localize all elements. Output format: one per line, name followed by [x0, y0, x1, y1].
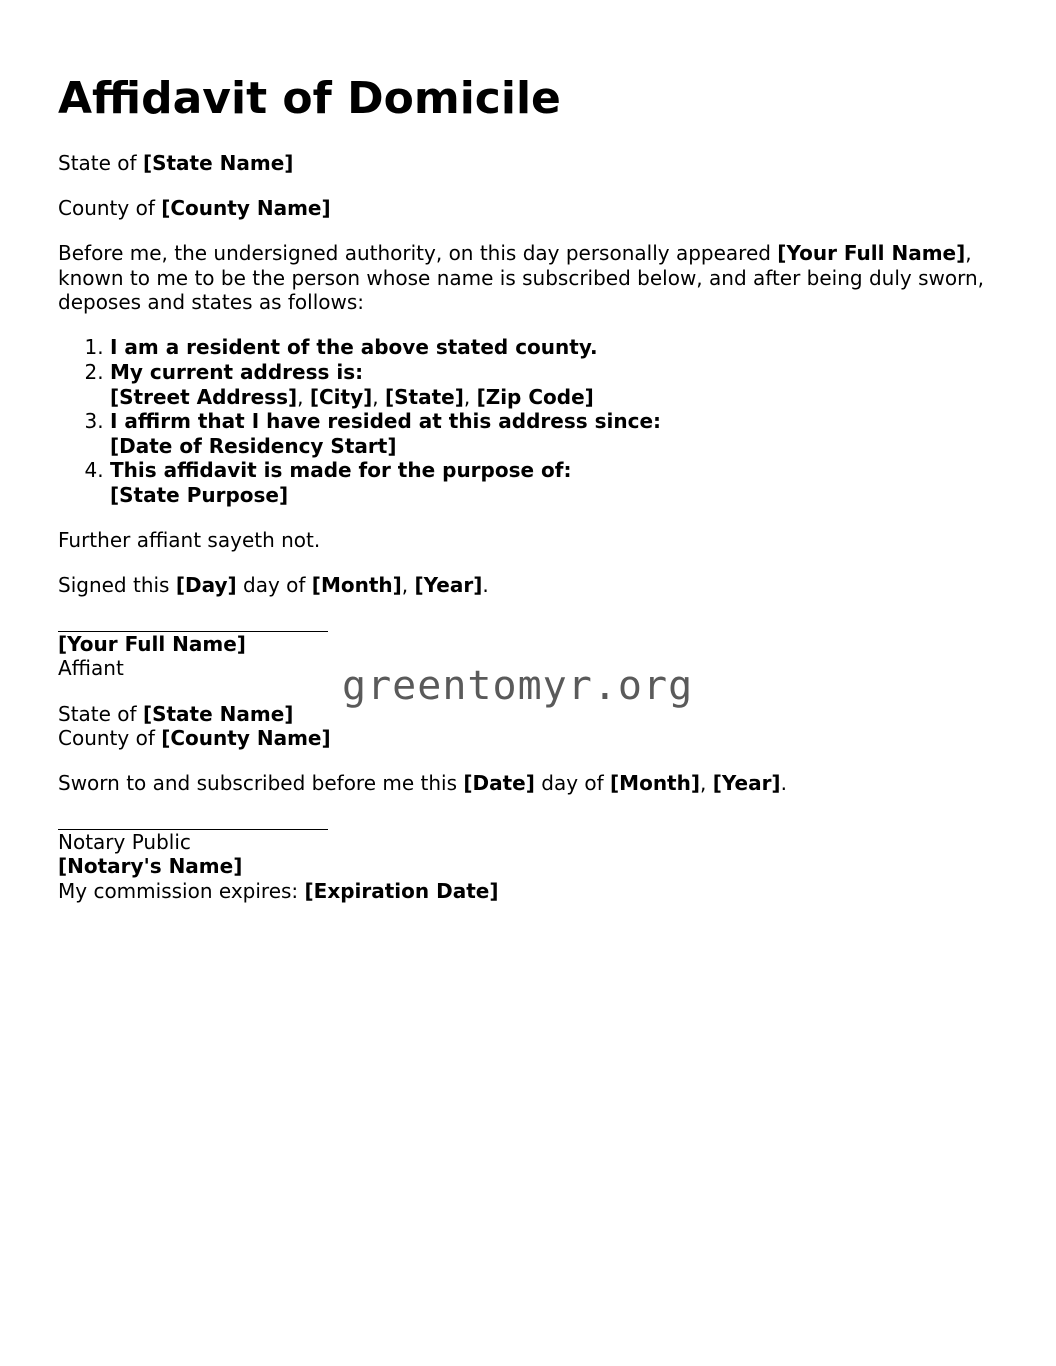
- notary-block: [58, 830, 998, 904]
- statement-residency: I am a resident of the above stated county.: [110, 335, 598, 360]
- separator: ,: [700, 771, 713, 796]
- county-prefix: County of: [58, 196, 162, 221]
- year-placeholder: [Year]: [712, 771, 781, 796]
- commission-prefix: My commission expires:: [58, 878, 305, 903]
- state-line: [58, 151, 998, 176]
- separator: ,: [372, 384, 385, 409]
- document-body: [58, 151, 998, 904]
- day-placeholder: [Day]: [175, 573, 237, 598]
- statement-address-label: My current address is:: [110, 360, 364, 385]
- period: .: [482, 573, 489, 598]
- affiant-signature-line[interactable]: [58, 608, 328, 632]
- statements-list: [58, 335, 998, 507]
- affiant-name: [58, 632, 998, 657]
- affiant-role: Affiant: [58, 656, 124, 681]
- notary-role: Notary Public: [58, 829, 191, 854]
- period: .: [780, 771, 787, 796]
- residency-start-placeholder: [Date of Residency Start]: [110, 433, 397, 458]
- county-line: [58, 196, 998, 221]
- statement-item: [110, 458, 998, 507]
- county-name-placeholder: [County Name]: [161, 726, 331, 751]
- commission-expiry-line: [58, 879, 998, 904]
- notary-signature-line[interactable]: [58, 806, 328, 830]
- separator: ,: [463, 384, 477, 409]
- separator: ,: [297, 384, 310, 409]
- county-prefix: County of: [58, 726, 162, 751]
- statement-item: [110, 335, 998, 360]
- statement-duration-label: I affirm that I have resided at this address since:: [110, 409, 662, 434]
- state-prefix: State of: [58, 701, 143, 726]
- affiant-name-placeholder: [Your Full Name]: [777, 241, 966, 266]
- expiration-date-placeholder: [Expiration Date]: [304, 878, 499, 903]
- affiant-name-placeholder: [Your Full Name]: [58, 631, 246, 656]
- sworn-line: [58, 771, 998, 796]
- year-placeholder: [Year]: [414, 573, 483, 598]
- state-prefix: State of: [58, 151, 143, 175]
- intro-text: Before me, the undersigned authority, on this day personally appeared: [58, 241, 778, 266]
- notary-name-placeholder: [Notary's Name]: [58, 854, 243, 879]
- state-name-placeholder: [State Name]: [142, 151, 294, 175]
- city-placeholder: [City]: [309, 384, 373, 409]
- intro-text-continued: , known to me to be the person whose name is subscribed below, and after being duly sworn, deposes and states as follows:: [58, 241, 984, 315]
- intro-paragraph: [58, 241, 998, 315]
- month-placeholder: [Month]: [610, 771, 700, 796]
- signed-line: [58, 573, 998, 598]
- zip-placeholder: [Zip Code]: [476, 384, 594, 409]
- state-placeholder: [State]: [384, 384, 464, 409]
- signed-mid: day of: [236, 573, 312, 598]
- state-name-placeholder: [State Name]: [142, 701, 294, 726]
- street-placeholder: [Street Address]: [110, 384, 298, 409]
- jurat-county-line: [58, 726, 998, 751]
- statement-purpose-label: This affidavit is made for the purpose of:: [110, 458, 572, 483]
- date-placeholder: [Date]: [463, 771, 535, 796]
- watermark-text: greentomyr.org: [342, 663, 694, 709]
- sworn-mid: day of: [534, 771, 611, 796]
- closing-line: Further affiant sayeth not.: [58, 528, 321, 553]
- notary-name: [58, 854, 998, 879]
- statement-item: [110, 360, 998, 409]
- sworn-prefix: Sworn to and subscribed before me this: [58, 771, 464, 796]
- county-name-placeholder: [County Name]: [161, 196, 331, 221]
- separator: ,: [401, 573, 415, 598]
- document-title: Affidavit of Domicile: [58, 73, 561, 124]
- month-placeholder: [Month]: [311, 573, 402, 598]
- statement-item: [110, 409, 998, 458]
- purpose-placeholder: [State Purpose]: [110, 483, 289, 508]
- signed-prefix: Signed this: [58, 573, 176, 598]
